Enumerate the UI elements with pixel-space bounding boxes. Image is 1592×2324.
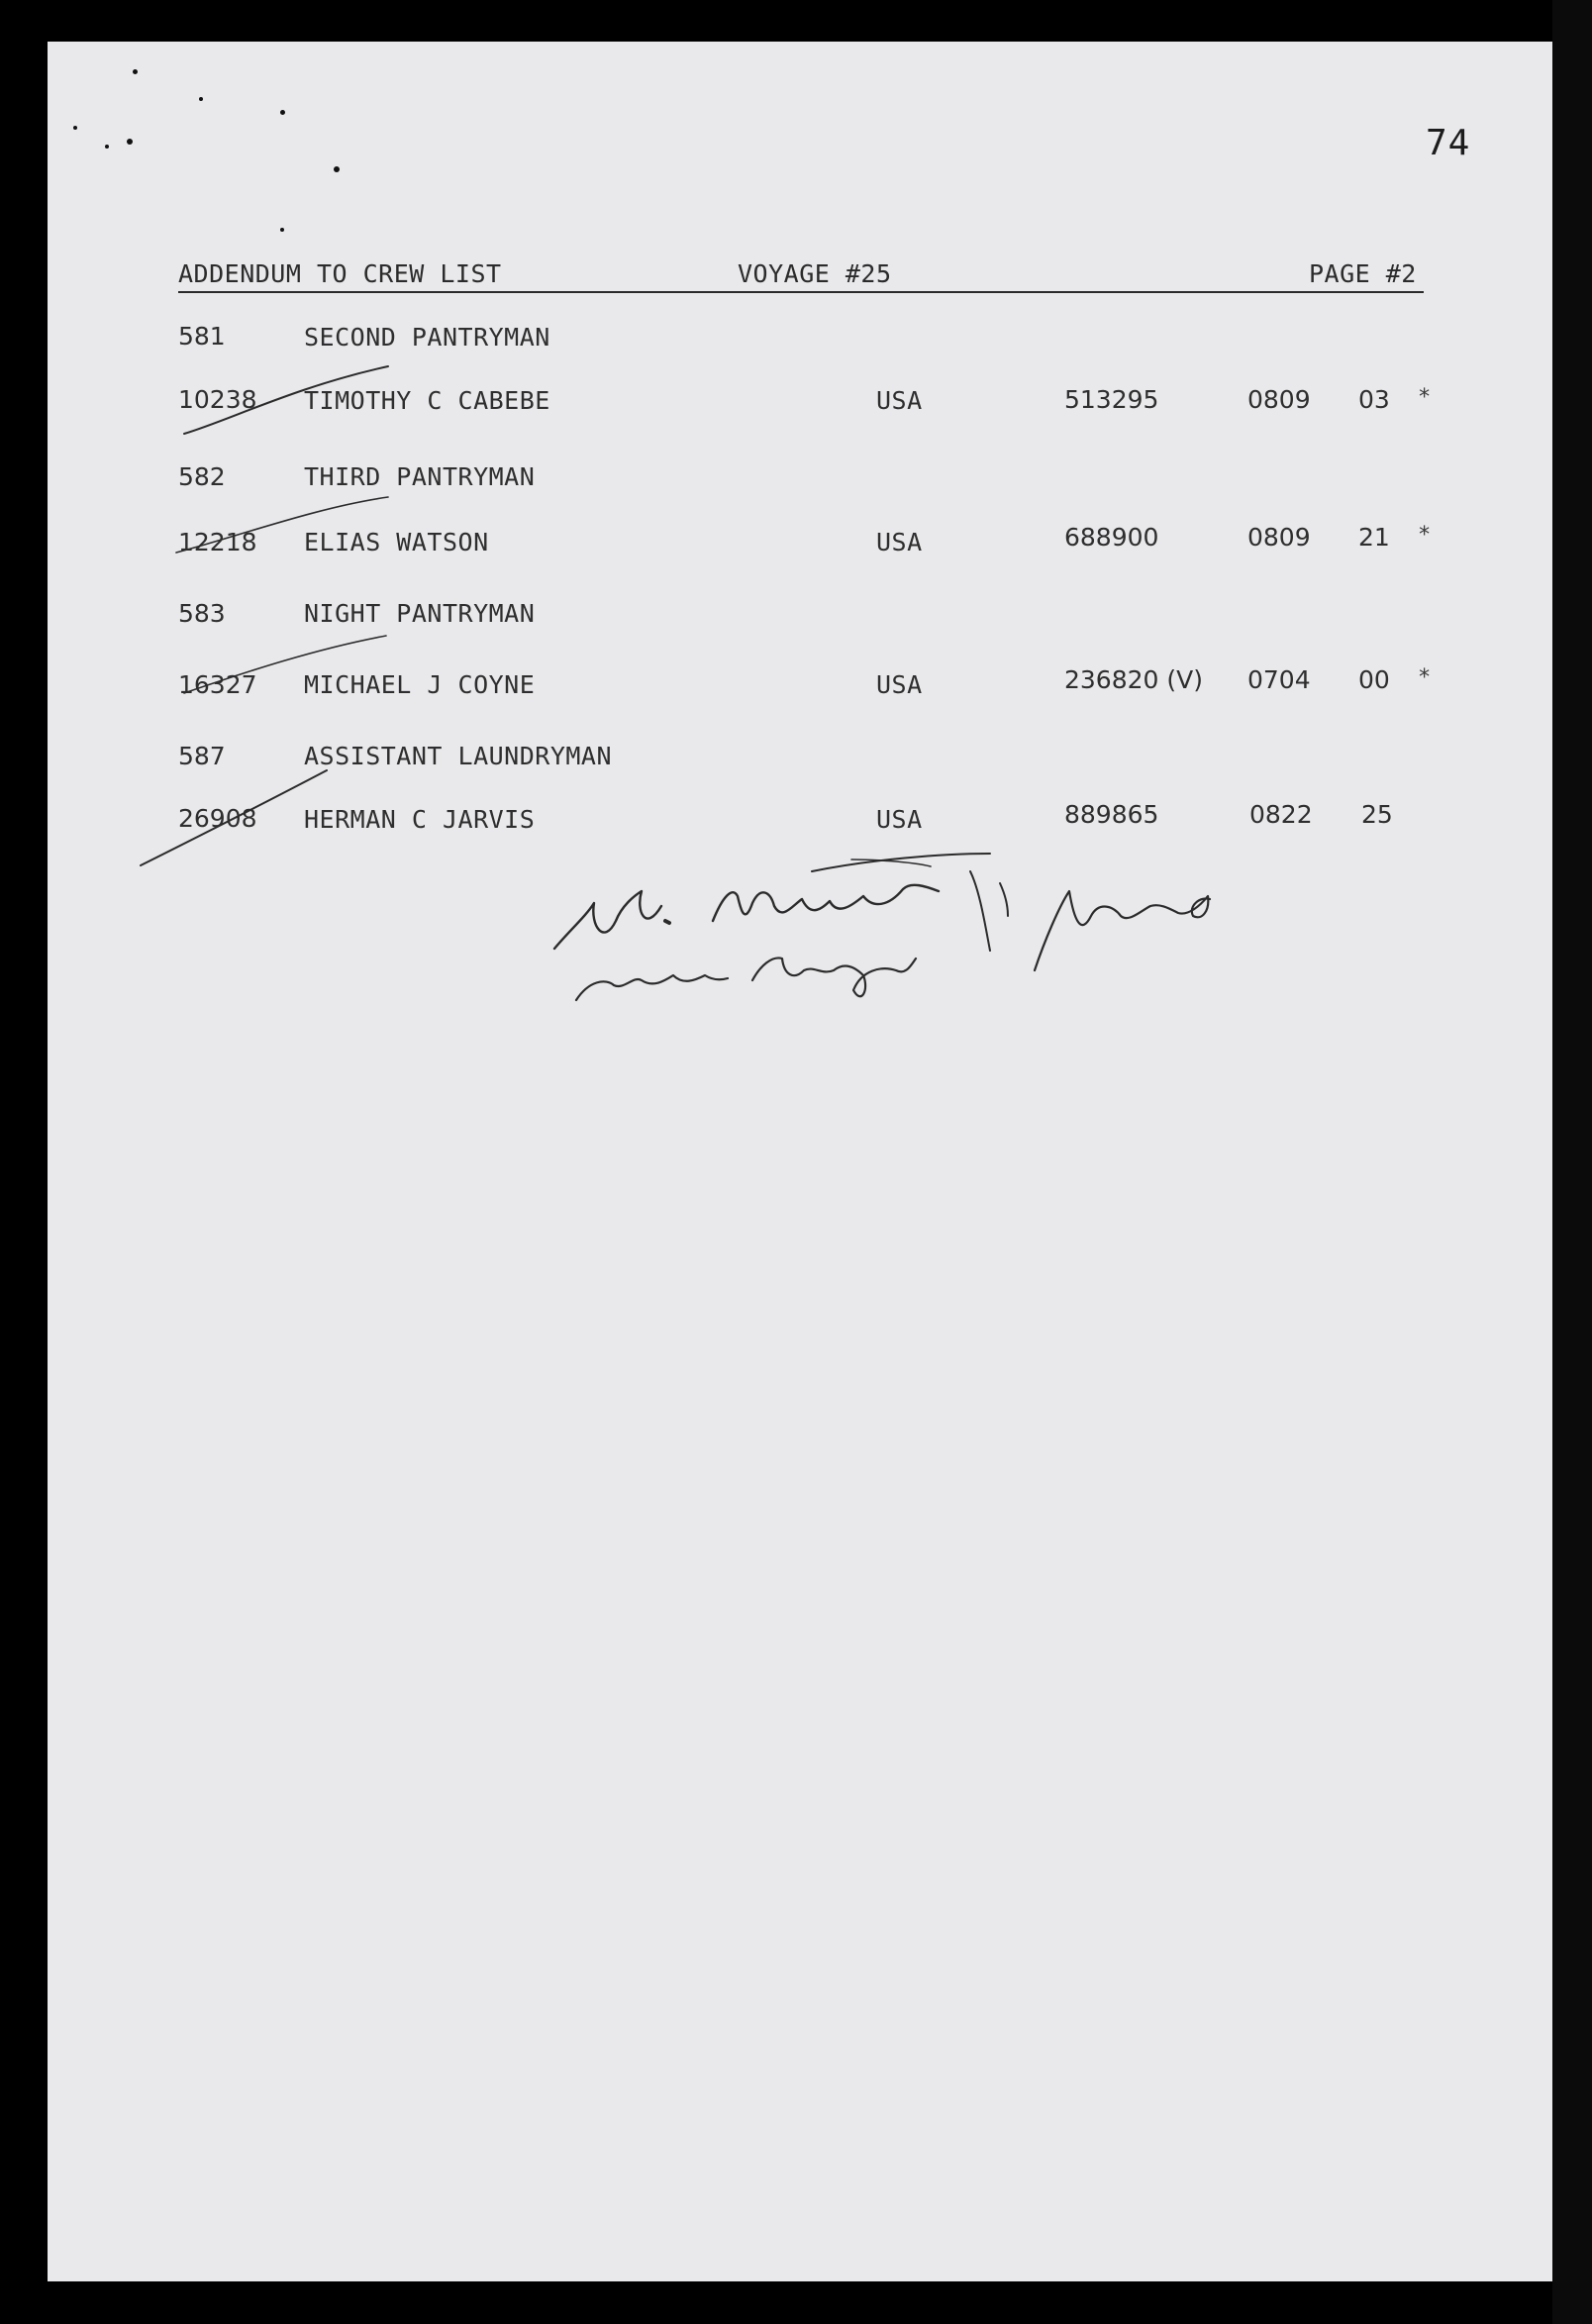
page-number: 74 (1426, 123, 1471, 163)
signature-stroke (1000, 883, 1008, 916)
pen-mark (184, 636, 386, 693)
nationality: USA (876, 528, 923, 556)
signature-stroke (554, 891, 661, 949)
crew-name: TIMOTHY C CABEBE (304, 386, 550, 415)
position-code: 582 (178, 462, 226, 491)
crew-name: HERMAN C JARVIS (304, 805, 536, 834)
crew-name: ELIAS WATSON (304, 528, 489, 556)
page-label: PAGE #2 (1309, 259, 1417, 288)
crew-number: 16327 (178, 670, 257, 699)
code-b: 03 (1358, 385, 1390, 414)
certificate-number: 513295 (1064, 385, 1159, 414)
position-code: 583 (178, 599, 226, 628)
code-a: 0809 (1247, 523, 1311, 552)
position-title: THIRD PANTRYMAN (304, 462, 536, 491)
signature-stroke (665, 921, 669, 923)
pen-mark (141, 770, 327, 865)
voyage-label: VOYAGE #25 (738, 259, 892, 288)
signature-stroke (752, 958, 916, 996)
nationality: USA (876, 386, 923, 415)
crew-number: 10238 (178, 385, 257, 414)
signature-stroke (713, 885, 939, 921)
signature-stroke (1035, 891, 1210, 970)
nationality: USA (876, 670, 923, 699)
asterisk-mark: * (1418, 665, 1432, 690)
code-b: 21 (1358, 523, 1390, 552)
code-b: 00 (1358, 665, 1390, 694)
position-code: 587 (178, 742, 226, 770)
signature-stroke (970, 871, 990, 951)
code-a: 0704 (1247, 665, 1311, 694)
code-a: 0809 (1247, 385, 1311, 414)
pen-mark (184, 366, 388, 434)
pen-mark (176, 497, 388, 553)
code-a: 0822 (1249, 800, 1313, 829)
nationality: USA (876, 805, 923, 834)
position-title: SECOND PANTRYMAN (304, 323, 550, 352)
certificate-number: 889865 (1064, 800, 1159, 829)
signature-stroke (576, 975, 728, 1000)
position-title: ASSISTANT LAUNDRYMAN (304, 742, 613, 770)
certificate-number: 236820 (V) (1064, 665, 1203, 694)
code-b: 25 (1361, 800, 1393, 829)
crew-name: MICHAEL J COYNE (304, 670, 536, 699)
certificate-number: 688900 (1064, 523, 1159, 552)
crew-number: 26908 (178, 804, 257, 833)
asterisk-mark: * (1418, 385, 1432, 410)
position-code: 581 (178, 322, 226, 351)
document-title: ADDENDUM TO CREW LIST (178, 259, 502, 288)
crew-number: 12218 (178, 528, 257, 556)
asterisk-mark: * (1418, 523, 1432, 548)
position-title: NIGHT PANTRYMAN (304, 599, 536, 628)
